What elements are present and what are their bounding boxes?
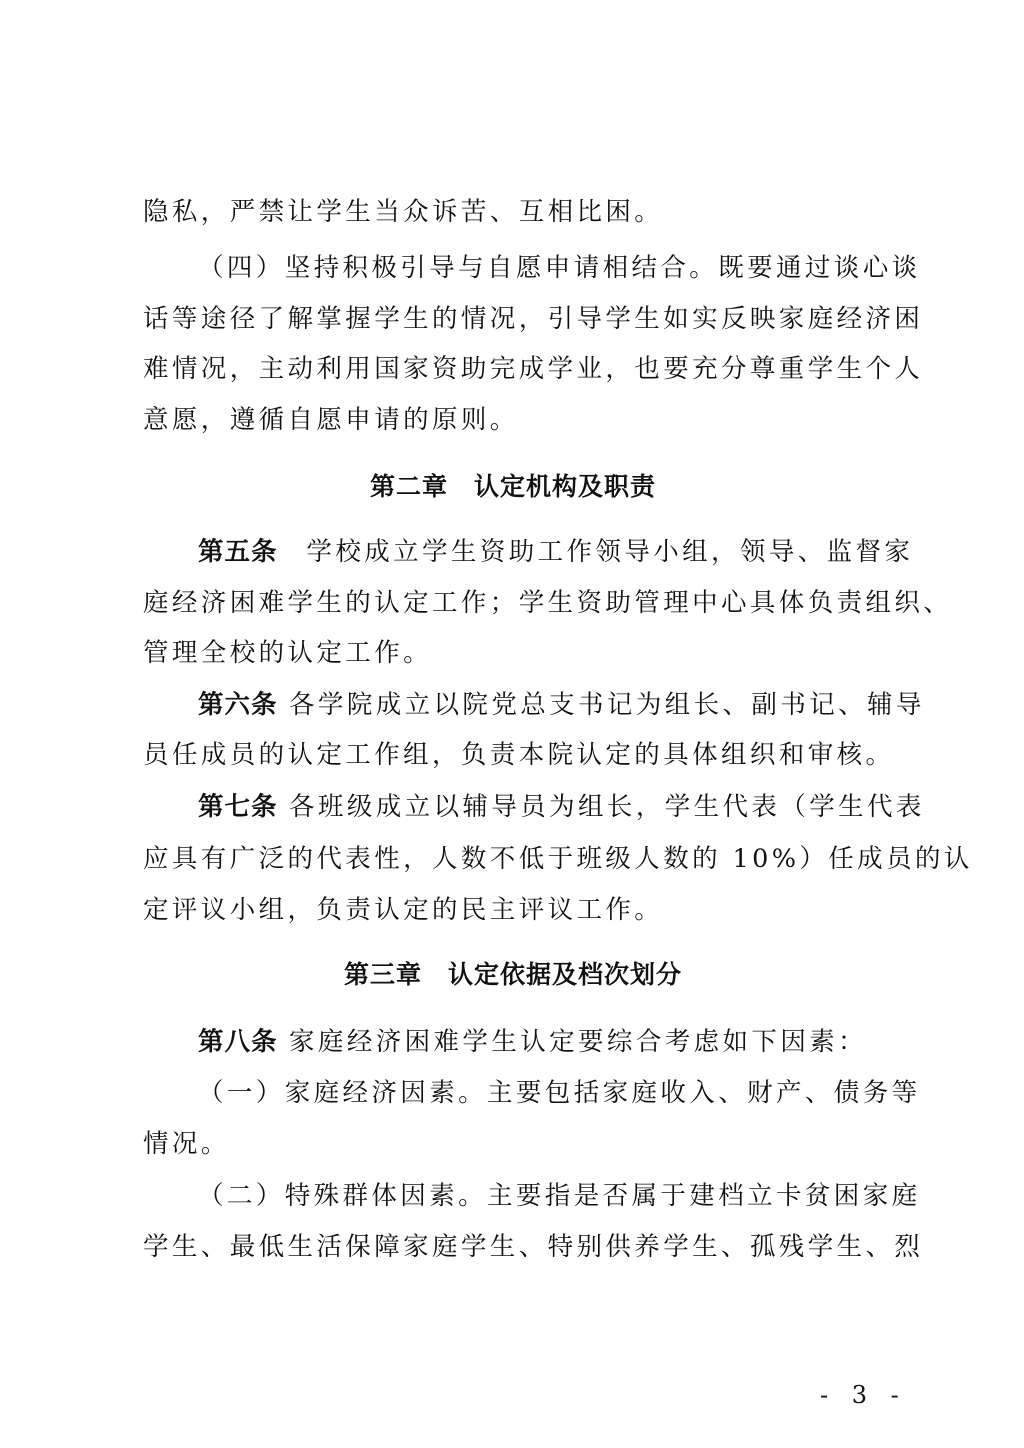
article-line <box>198 1025 888 1059</box>
article-label: 第七条 <box>198 792 278 822</box>
text-line: 学生、最低生活保障家庭学生、特别供养学生、孤残学生、烈 <box>143 1232 924 1262</box>
text-line: 应具有广泛的代表性，人数不低于班级人数的 10%）任成员的认 <box>143 844 973 874</box>
page-number: - 3 - <box>820 1381 907 1409</box>
article-text: 家庭经济困难学生认定要综合考虑如下因素： <box>277 1027 868 1057</box>
article-label: 第八条 <box>198 1027 278 1057</box>
article-text: 学校成立学生资助工作领导小组，领导、监督家 <box>277 537 914 567</box>
text-line: 庭经济困难学生的认定工作；学生资助管理中心具体负责组织、 <box>143 588 953 618</box>
chapter-heading: 第三章 认定依据及档次划分 <box>343 960 682 989</box>
text-line: （一）家庭经济因素。主要包括家庭收入、财产、债务等 <box>198 1078 921 1108</box>
text-line: 管理全校的认定工作。 <box>143 638 433 668</box>
article-line <box>198 535 914 569</box>
text-line: 员任成员的认定工作组，负责本院认定的具体组织和审核。 <box>143 740 895 770</box>
text-line: 情况。 <box>143 1129 230 1159</box>
text-line: 难情况，主动利用国家资助完成学业，也要充分尊重学生个人 <box>143 354 924 384</box>
text-line: （二）特殊群体因素。主要指是否属于建档立卡贫困家庭 <box>198 1181 921 1211</box>
text-line: 意愿，遵循自愿申请的原则。 <box>143 405 519 435</box>
text-line: （四）坚持积极引导与自愿申请相结合。既要通过谈心谈 <box>198 253 921 283</box>
article-line <box>198 688 925 722</box>
article-text: 各班级成立以辅导员为组长，学生代表（学生代表 <box>277 792 925 822</box>
article-line <box>198 790 925 824</box>
chapter-heading: 第二章 认定机构及职责 <box>369 472 656 501</box>
text-line: 隐私，严禁让学生当众诉苦、互相比困。 <box>143 197 664 227</box>
article-text: 各学院成立以院党总支书记为组长、副书记、辅导 <box>277 690 925 720</box>
article-label: 第五条 <box>198 537 278 567</box>
article-label: 第六条 <box>198 690 278 720</box>
text-line: 定评议小组，负责认定的民主评议工作。 <box>143 895 664 925</box>
text-line: 话等途径了解掌握学生的情况，引导学生如实反映家庭经济困 <box>143 304 924 334</box>
